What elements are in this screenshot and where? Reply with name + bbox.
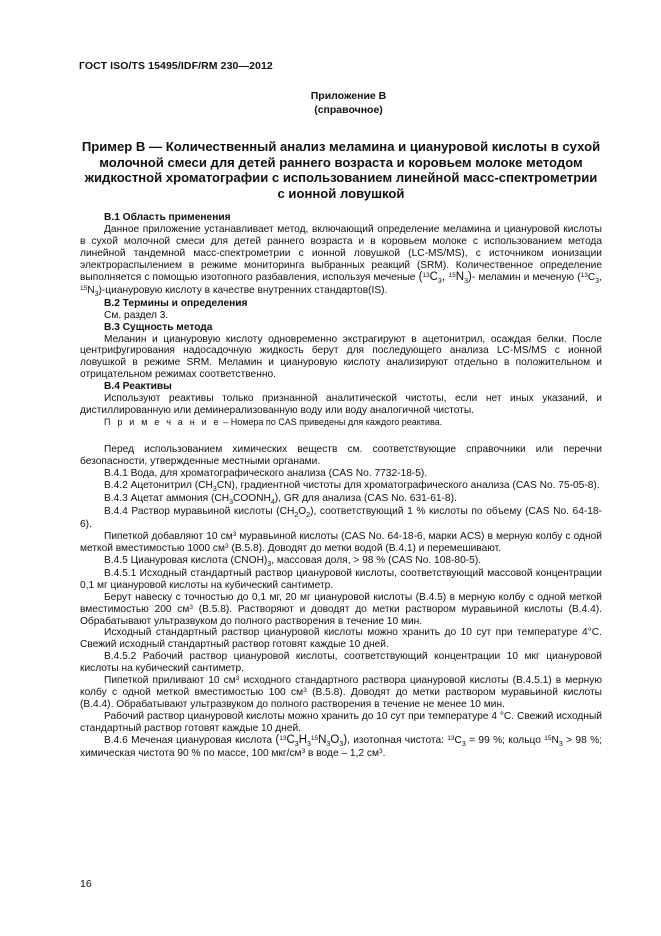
standard-header: ГОСТ ISO/TS 15495/IDF/RM 230—2012 [79, 60, 273, 72]
annex-type: (справочное) [314, 104, 383, 116]
title-line: с ионной ловушкой [277, 185, 405, 201]
reagent-b46: В.4.6 Меченая циануровая кислота $(^{13}C_3H_3^{15}N_3O_3)$, изотопная чистота: $^{13}C_3 = 99$ %; кольцо $^{15}N_3 > 98$ %; химическая чистота 90 % по массе, 100 мкг/$см^3$ в воде – 1,2 $см^3$. [80, 734, 602, 759]
reagent-b44: В.4.4 Раствор муравьиной кислоты $(CH_2O_2)$, соответствующий 1 % кислоты по объему (CAS No. 64-18-6). [80, 505, 602, 530]
annex-heading [0, 89, 661, 117]
reagents-paragraph: Используют реактивы только признанной аналитической чистоты, если нет иных указаний, и дистиллированную или деминерализованную воду или воду аналогичной чистоты. [80, 393, 602, 417]
safety-paragraph: Перед использованием химических веществ см. соответствующие справочники или перечни безопасности, утвержденные местными органами. [80, 444, 602, 468]
reagent-b43: В.4.3 Ацетат аммония $(CH_3COONH_4)$, GR для анализа (CAS No. 631-61-8). [104, 492, 457, 506]
reagent-b41: В.4.1 Вода, для хроматографического анализа (CAS No. 7732-18-5). [104, 468, 428, 480]
terms-paragraph: См. раздел 3. [104, 309, 169, 321]
section-heading-scope: В.1 Область применения [104, 212, 231, 223]
reagent-b44-procedure: Пипеткой добавляют 10 $см^3$ муравьиной кислоты (CAS No. 64-18-6, марки ACS) в мерную колбу с одной меткой вместимостью 1000 $см^3$ (В.5.8). Доводят до метки водой (В.4.1) и перемешивают. [80, 530, 602, 554]
document-body [80, 212, 602, 760]
section-heading-principle: В.3 Сущность метода [104, 321, 213, 333]
reagent-b451-procedure: Берут навеску с точностью до 0,1 мг, 20 мг циануровой кислоты (В.4.5) в мерную колбу с одной меткой вместимостью 200 $см^3$ (В.5.8). Растворяют и доводят до метки раствором муравьиной кислоты (В.4.4). Обрабатывают ультразвуком до полного растворения в течение 10 мин. [80, 591, 602, 627]
title-line: Пример В — Количественный анализ меламина и циануровой кислоты в сухой [81, 139, 601, 154]
reagent-b452: В.4.5.2 Рабочий раствор циануровой кислоты, соответствующий концентрации 10 мкг циануровой кислоты на кубический сантиметр. [80, 651, 602, 675]
reagent-b45: В.4.5 Циануровая кислота $(CNOH)_3$, массовая доля, > 98 % (CAS No. 108-80-5). [104, 554, 482, 568]
note: П р и м е ч а н и е – Номера по CAS приведены для каждого реактива. [104, 417, 443, 428]
reagent-b452-procedure: Пипеткой приливают 10 $см^3$ исходного стандартного раствора циануровой кислоты (В.4.5.1) в мерную колбу с одной меткой вместимостью 100 $см^3$ (В.5.8). Доводят до метки раствором муравьиной кислоты (В.4.4). Обрабатывают ультразвуком до полного растворения в течение не менее 10 мин. [80, 675, 602, 711]
reagent-b451-storage: Исходный стандартный раствор циануровой кислоты можно хранить до 10 сут при температуре 4°C. Свежий исходный стандартный раствор готовят каждые 10 дней. [80, 627, 602, 651]
title-line: молочной смеси для детей раннего возраста и коровьем молоке методом [99, 154, 583, 170]
section-heading-terms: В.2 Термины и определения [104, 297, 248, 309]
section-heading-reagents: В.4 Реактивы [104, 381, 172, 393]
reagent-b452-storage: Рабочий раствор циануровой кислоты можно хранить до 10 сут при температуре 4 °C. Свежий исходный стандартный раствор готовят каждые 10 дней. [80, 711, 602, 735]
annex-label: Приложение В [310, 90, 387, 102]
reagent-b42: В.4.2 Ацетонитрил $(CH_3CN)$, градиентной чистоты для хроматографического анализа (CAS No. 75-05-8). [104, 480, 600, 494]
principle-paragraph: Меланин и циануровую кислоту одновременно экстрагируют в ацетонитрил, осаждая белки. После центрифугирования надосадочную жидкость берут для последующего анализа LC-MS/MS с ионной ловушкой в режиме SRM. Меламин и циануровую кислоту анализируют отдельно в положительном и отрицательном режимах соответственно. [80, 333, 602, 381]
title-line: жидкостной хроматографии с использованием линейной масс-спектрометрии [84, 170, 598, 186]
page-number: 16 [80, 878, 92, 890]
scope-paragraph: Данное приложение устанавливает метод, включающий определение меламина и циануровой кислоты в сухой молочной смеси для детей раннего возраста и в коровьем молоке с использованием метода линейной тандемной масс-спектрометрии с ионной ловушкой (LC-MS/MS), с источником ионизации электрораспылением в режиме мониторинга выбранных реакций (SRM). Количественное определение выполняется с помощью изотопного разбавления, используя меченые ($^{13}C_3$, $^{15}N_3)-$ меламин и меченую ($^{13}C_3$, $^{15}N_3$)-циануровую кислоту в качестве внутренних стандартов(IS). [80, 223, 603, 298]
reagent-b451: В.4.5.1 Исходный стандартный раствор циануровой кислоты, соответствующий массовой концентрации 0,1 мг циануровой кислоты на кубический сантиметр. [80, 567, 602, 591]
example-title [80, 139, 602, 201]
